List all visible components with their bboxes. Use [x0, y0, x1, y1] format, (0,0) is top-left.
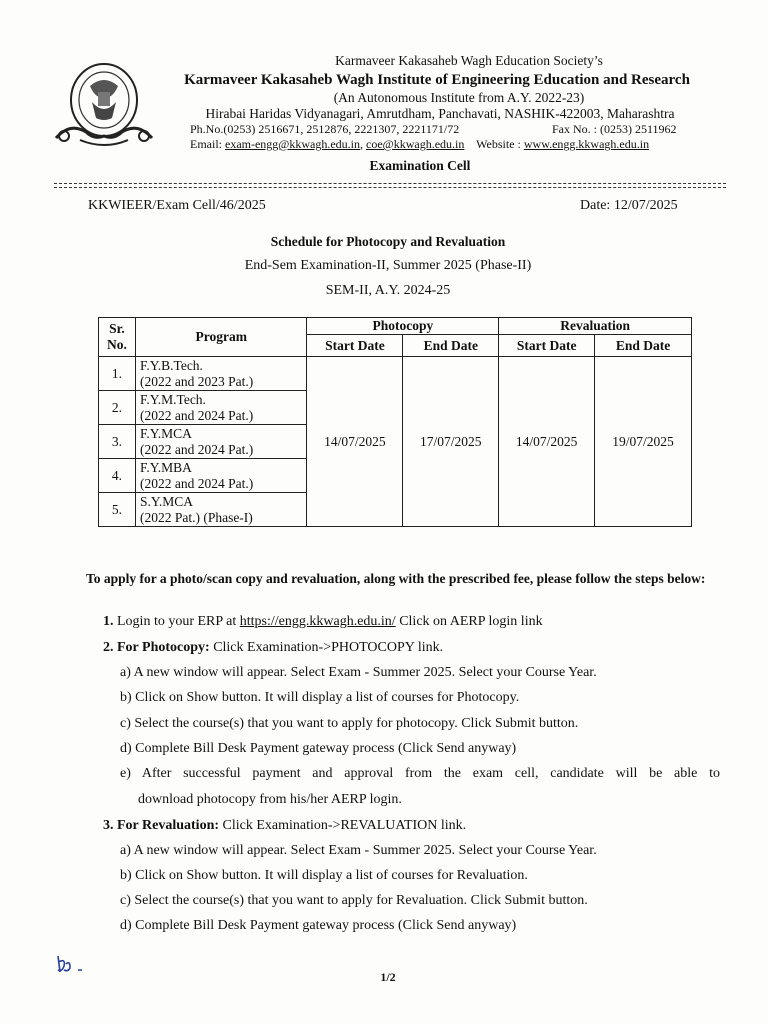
header-revaluation-start: Start Date — [499, 335, 595, 357]
step-heading: For Photocopy: — [117, 640, 210, 655]
substep-continued: download photocopy from his/her AERP login. — [138, 792, 402, 807]
contact-line — [190, 137, 649, 152]
row-program — [135, 357, 307, 391]
instructions-intro: To apply for a photo/scan copy and revaluation, along with the prescribed fee, please follow the steps below: — [86, 571, 706, 586]
substep: d) Complete Bill Desk Payment gateway process (Click Send anyway) — [120, 741, 517, 756]
step-text-post: Click on AERP login link — [399, 614, 543, 629]
society-name: Karmaveer Kakasaheb Wagh Education Society’s — [335, 53, 603, 68]
table-row — [99, 357, 692, 391]
revaluation-start-date: 14/07/2025 — [499, 357, 595, 527]
header-photocopy-end: End Date — [403, 335, 499, 357]
exam-title: End-Sem Examination-II, Summer 2025 (Phase-II) — [244, 258, 532, 273]
row-program — [135, 391, 307, 425]
row-sr: 2. — [99, 391, 136, 425]
program-name: F.Y.MBA — [139, 459, 192, 475]
substep: c) Select the course(s) that you want to apply for photocopy. Click Submit button. — [120, 716, 579, 731]
step-number: 3. — [103, 818, 114, 833]
row-sr: 3. — [99, 425, 136, 459]
program-name: F.Y.M.Tech. — [139, 391, 206, 407]
header-photocopy: Photocopy — [307, 318, 499, 335]
email-label: Email: — [190, 137, 222, 151]
program-pattern: (2022 and 2024 Pat.) — [139, 475, 254, 491]
institute-address: Hirabai Haridas Vidyanagari, Amrutdham, Panchavati, NASHIK-422003, Maharashtra — [205, 106, 675, 121]
photocopy-start-date: 14/07/2025 — [307, 357, 403, 527]
schedule-table — [98, 317, 692, 527]
substep: b) Click on Show button. It will display a list of courses for Photocopy. — [120, 690, 520, 705]
website-link[interactable]: www.engg.kkwagh.edu.in — [523, 137, 650, 151]
step-number: 2. — [103, 640, 114, 655]
email-link-exam[interactable]: exam-engg@kkwagh.edu.in — [225, 137, 361, 151]
header-photocopy-start: Start Date — [307, 335, 403, 357]
row-program — [135, 493, 307, 527]
substep: d) Complete Bill Desk Payment gateway process (Click Send anyway) — [120, 918, 517, 933]
row-program — [135, 425, 307, 459]
substep: e) After successful payment and approval from the exam cell, candidate will be able to — [120, 766, 720, 781]
substep: a) A new window will appear. Select Exam - Summer 2025. Select your Course Year. — [120, 843, 597, 858]
step-text: Click Examination->PHOTOCOPY link. — [213, 640, 444, 655]
photocopy-end-date: 17/07/2025 — [403, 357, 499, 527]
step-heading: For Revaluation: — [117, 818, 220, 833]
program-pattern: (2022 and 2023 Pat.) — [139, 373, 254, 389]
row-program — [135, 459, 307, 493]
program-pattern: (2022 and 2024 Pat.) — [139, 441, 254, 457]
program-name: F.Y.MCA — [139, 425, 192, 441]
exam-cell-heading: Examination Cell — [369, 158, 471, 173]
header-revaluation: Revaluation — [499, 318, 692, 335]
header-divider-2 — [54, 187, 726, 188]
institute-name: Karmaveer Kakasaheb Wagh Institute of Engineering Education and Research — [184, 72, 690, 88]
website-label: Website : — [476, 137, 521, 151]
semester-title: SEM-II, A.Y. 2024-25 — [325, 283, 451, 298]
step-text: Login to your ERP at — [117, 614, 237, 629]
header-program: Program — [135, 318, 307, 357]
program-pattern: (2022 and 2024 Pat.) — [139, 407, 254, 423]
step-3 — [103, 818, 466, 834]
phone-numbers: Ph.No.(0253) 2516671, 2512876, 2221307, 2221171/72 — [190, 122, 460, 136]
header-sr: Sr. — [109, 321, 125, 336]
program-pattern: (2022 Pat.) (Phase-I) — [139, 509, 253, 525]
program-name: S.Y.MCA — [139, 493, 193, 509]
email-link-coe[interactable]: coe@kkwagh.edu.in — [366, 137, 465, 151]
step-1 — [103, 614, 543, 630]
autonomous-status: (An Autonomous Institute from A.Y. 2022-23) — [333, 90, 585, 105]
revaluation-end-date: 19/07/2025 — [595, 357, 692, 527]
header-no: No. — [107, 337, 127, 352]
row-sr: 1. — [99, 357, 136, 391]
step-number: 1. — [103, 614, 114, 629]
program-name: F.Y.B.Tech. — [139, 357, 203, 373]
row-sr: 5. — [99, 493, 136, 527]
page-number: 1/2 — [380, 970, 396, 984]
erp-link[interactable]: https://engg.kkwagh.edu.in/ — [239, 614, 396, 629]
substep: a) A new window will appear. Select Exam - Summer 2025. Select your Course Year. — [120, 665, 597, 680]
header-sr-no — [99, 318, 136, 357]
reference-number: KKWIEER/Exam Cell/46/2025 — [88, 198, 266, 213]
substep: c) Select the course(s) that you want to apply for Revaluation. Click Submit button. — [120, 893, 588, 908]
notice-title: Schedule for Photocopy and Revaluation — [270, 234, 506, 249]
institute-logo — [50, 56, 158, 152]
notice-date: Date: 12/07/2025 — [580, 198, 678, 213]
row-sr: 4. — [99, 459, 136, 493]
step-2 — [103, 640, 443, 656]
step-text: Click Examination->REVALUATION link. — [222, 818, 467, 833]
header-revaluation-end: End Date — [595, 335, 692, 357]
email-separator: , — [360, 137, 364, 151]
header-divider — [54, 183, 726, 184]
fax-number: Fax No. : (0253) 2511962 — [552, 122, 677, 136]
substep: b) Click on Show button. It will display a list of courses for Revaluation. — [120, 868, 528, 883]
